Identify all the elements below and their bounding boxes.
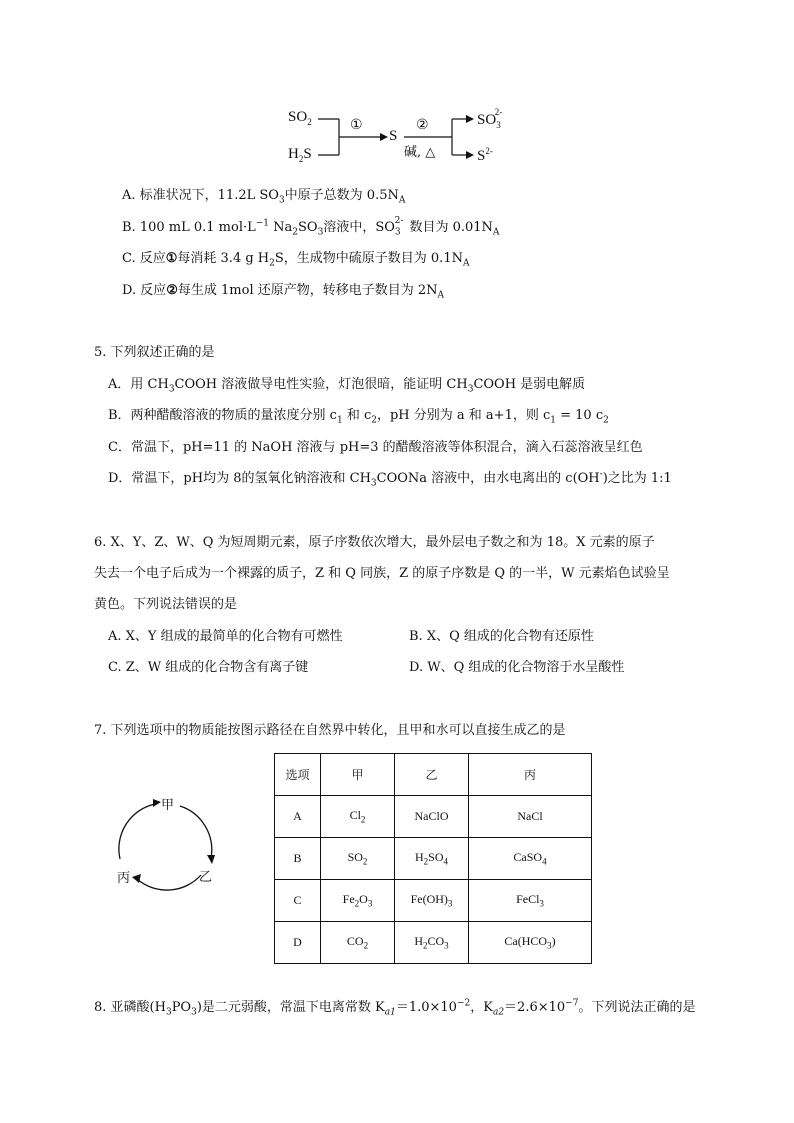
bing-cell: FeCl$_3$ [469,880,592,922]
option-cell: A [275,796,321,838]
q5-option-d: D．常温下，pH均为 8的氢氧化钠溶液和 $CH_3COONa$ 溶液中，由水电离出的 c(OH-)之比为 1:1 [108,469,672,489]
header-cell-jia: 甲 [321,754,395,796]
table-header-row [275,754,592,796]
yi-cell: $Fe(OH)_3$ [395,880,469,922]
bing-cell: NaCl [469,796,592,838]
table-row [275,922,592,964]
q7-options-table [274,753,592,964]
q5-stem: 5. 下列叙述正确的是 [94,345,215,360]
bing-cell: $Ca(HCO_3)$ [469,922,592,964]
option-cell: B [275,838,321,880]
step-1-label: ① [350,117,363,133]
condition-label: 碱, △ [404,145,436,160]
option-cell: C [275,880,321,922]
table-row [275,838,592,880]
table-row [275,880,592,922]
cycle-label-yi: 乙 [199,870,213,885]
jia-cell: $CO_2$ [321,922,395,964]
q6-stem-line2: 失去一个电子后成为一个裸露的质子，Z 和 Q 同族，Z 的原子序数是 Q 的一半，W 元素焰色试验呈 [94,566,670,581]
jia-cell: $SO_2$ [321,838,395,880]
q6-option-b: B. X、Q 组成的化合物有还原性 [409,629,594,644]
q6-stem-line3: 黄色。下列说法错误的是 [94,597,238,612]
yi-cell: NaClO [395,796,469,838]
cycle-label-jia: 甲 [161,798,175,813]
jia-cell: $Fe_2O_3$ [321,880,395,922]
intermediate-s: S [389,128,398,144]
q4-option-a: A. 标准状况下，11.2L $SO_3$中原子总数为 $0.5N_A$ [122,188,406,206]
product-s2: $S^{2-}$ [477,146,493,164]
product-so3: $SO_3^{2-}$ [477,107,503,130]
q5-option-c: C．常温下，pH=11 的 NaOH 溶液与 pH=3 的醋酸溶液等体积混合，滴入石蕊溶液呈红色 [108,440,643,455]
q4-option-c: C. 反应①每消耗 3.4 g $H_2S$，生成物中硫原子数目为 $0.1N_A$ [122,251,470,269]
cycle-label-bing: 丙 [117,871,131,886]
option-cell: D [275,922,321,964]
q6-stem-line1: 6. X、Y、Z、W、Q 为短周期元素，原子序数依次增大，最外层电子数之和为 18。X 元素的原子 [94,535,655,550]
q7-stem: 7. 下列选项中的物质能按图示路径在自然界中转化，且甲和水可以直接生成乙的是 [94,723,566,738]
q4-option-b: B. 100 mL 0.1 $mol\cdot L^{-1}$ $Na_2SO_3$溶液中，$SO_3^{2-}$ 数目为 $0.01N_A$ [122,215,500,238]
jia-cell: $Cl_2$ [321,796,395,838]
bing-cell: CaSO$_4$ [469,838,592,880]
table-row [275,796,592,838]
q4-option-d: D. 反应②每生成 1mol 还原产物，转移电子数目为 $2N_A$ [122,283,445,301]
q6-option-a: A. X、Y 组成的最简单的化合物有可燃性 [108,629,343,644]
reactant-h2s: $H_2S$ [288,146,312,164]
reactant-so2: $SO_2$ [288,109,312,127]
yi-cell: $H_2SO_4$ [395,838,469,880]
q5-option-b: B．两种醋酸溶液的物质的量浓度分别 $c_1$ 和 $c_2$，pH 分别为 a 和 a+1，则 $c_1 = 10$ $c_2$ [108,408,609,426]
step-2-label: ② [416,117,429,133]
q6-option-c: C. Z、W 组成的化合物含有离子键 [108,660,309,675]
conversion-cycle-diagram [108,792,218,892]
q8-stem: 8. 亚磷酸$(H_3PO_3)$是二元弱酸，常温下电离常数 $K_{a1}=1.0\times 10^{-2}$，$K_{a2}=2.6\times 10^{-7}$。下列说法正确的是 [94,998,696,1018]
header-cell-option: 选项 [275,754,321,796]
header-cell-yi: 乙 [395,754,469,796]
yi-cell: $H_2CO_3$ [395,922,469,964]
header-cell-bing: 丙 [469,754,592,796]
q5-option-a: A．用 $CH_3COOH$ 溶液做导电性实验，灯泡很暗，能证明 $CH_3COOH$ 是弱电解质 [108,377,586,395]
q6-option-d: D. W、Q 组成的化合物溶于水呈酸性 [409,660,625,675]
